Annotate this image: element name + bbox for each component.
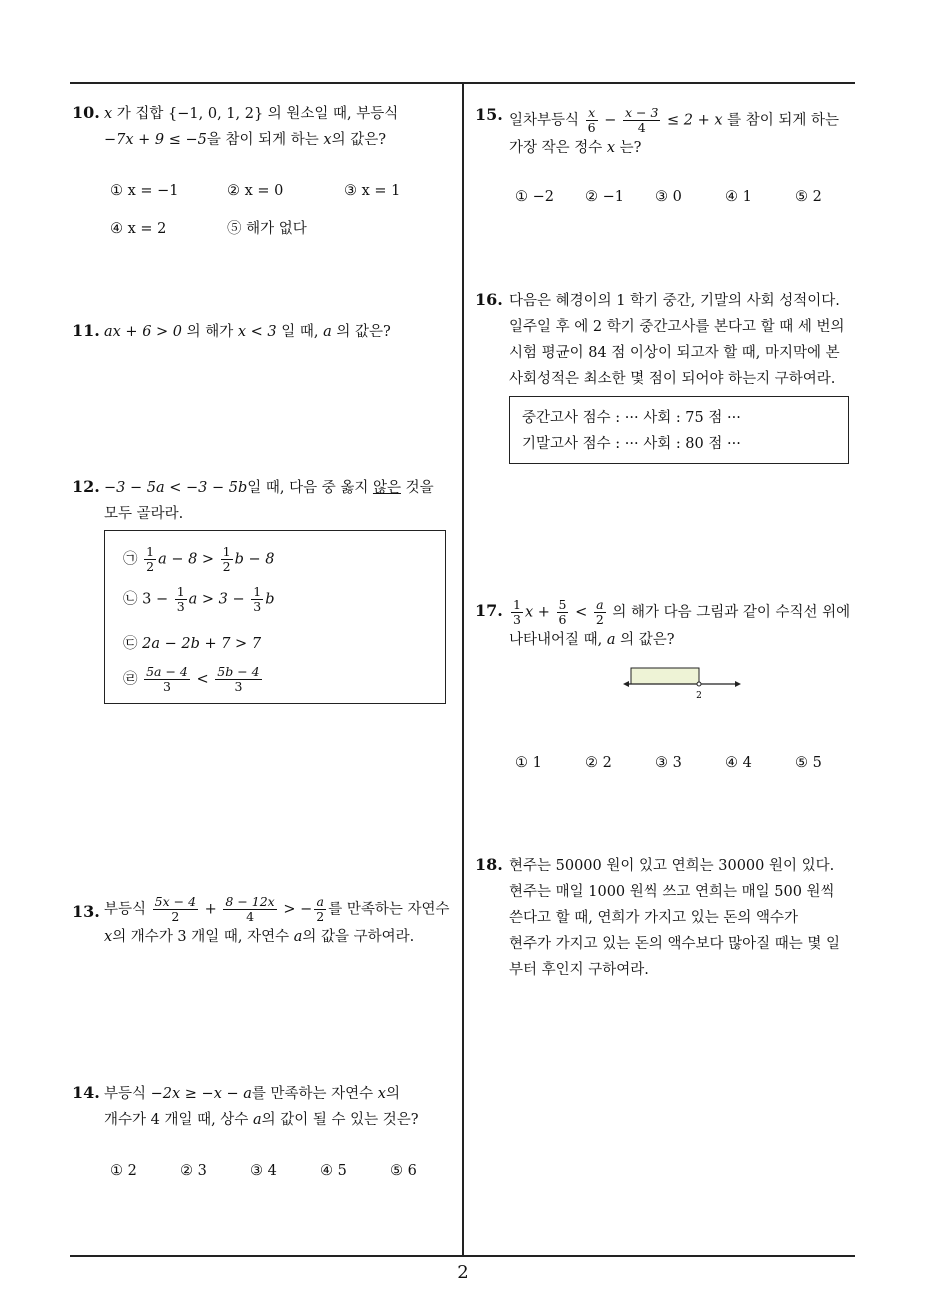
choice-2[interactable]: ② 2 <box>585 755 612 771</box>
problem-number: 16. <box>475 290 503 309</box>
choice-5[interactable]: ⑤ 5 <box>795 755 822 771</box>
statement-3[interactable]: ㉢ 2a − 2b + 7 > 7 <box>123 636 262 652</box>
problem-14: 14. 부등식 −2x ≥ −x − a를 만족하는 자연수 x의 개수가 4 개일 때, 상수 a의 값이 될 수 있는 것은? ① 2 ② 3 ③ 4 ④ 5 ⑤ 6 <box>70 1080 450 1190</box>
problem-17: 17. $\frac{1}{3}$ x + $\frac{5}{6}$ < $\frac{a}{2}$ 의 해가 다음 그림과 같이 수직선 위에 나타내어질 때, a 의 값은? 2 ① 1 ② 2 ③ 3 ④ 4 ⑤ 5 <box>475 598 860 778</box>
choice-4[interactable]: ④ 1 <box>725 189 752 205</box>
emphasis-not: 않은 <box>372 480 401 496</box>
problem-10: 10. x 가 집합 {−1, 0, 1, 2} 의 원소일 때, 부등식 −7x + 9 ≤ −5을 참이 되게 하는 x의 값은? ① x = −1 ② x = 0 ③ x = 1 ④ x = 2 ⑤ 해가 없다 <box>70 100 450 250</box>
choice-3[interactable]: ③ 4 <box>250 1163 277 1179</box>
choice-5[interactable]: ⑤ 2 <box>795 189 822 205</box>
choice-4[interactable]: ④ 4 <box>725 755 752 771</box>
statement-4[interactable]: ㉣ $\frac{5a - 4}{3}$ < $\frac{5b - 4}{3}$ <box>123 664 260 694</box>
problem-13: 13. 부등식 $\frac{5x - 4}{2}$ + $\frac{8 - 12x}{4}$ > − $\frac{a}{2}$ 를 만족하는 자연수 x의 개수가 3 개일 때, 자연수 a의 값을 구하여라. <box>72 894 450 945</box>
choices <box>110 1158 450 1184</box>
problem-number: 12. <box>72 477 100 496</box>
problem-15: 15. 일차부등식 $\frac{x}{6}$ − $\frac{x - 3}{4}$ ≤ 2 + x 를 참이 되게 하는 가장 작은 정수 x 는? ① −2 ② −1 ③ 0 ④ 1 ⑤ 2 <box>475 102 860 212</box>
number-line-figure <box>623 662 745 702</box>
choice-3[interactable]: ③ 3 <box>655 755 682 771</box>
choice-1[interactable]: ① 1 <box>515 755 542 771</box>
choice-3[interactable]: ③ x = 1 <box>344 183 401 199</box>
axis-arrow-left <box>623 681 629 687</box>
score-box <box>509 396 849 464</box>
choice-5[interactable]: ⑤ 해가 없다 <box>227 221 307 237</box>
problem-number: 17. <box>475 601 503 620</box>
problem-number: 13. <box>72 902 100 921</box>
choice-2[interactable]: ② x = 0 <box>227 183 284 199</box>
choice-2[interactable]: ② 3 <box>180 1163 207 1179</box>
column-divider <box>462 82 464 1257</box>
statement-2[interactable]: ㉡ 3 − $\frac{1}{3}$ a > 3 − $\frac{1}{3}$ b <box>123 584 275 614</box>
bottom-rule <box>70 1255 855 1257</box>
choice-3[interactable]: ③ 0 <box>655 189 682 205</box>
choice-5[interactable]: ⑤ 6 <box>390 1163 417 1179</box>
choices <box>515 184 855 210</box>
problem-18: 18. 현주는 50000 원이 있고 연희는 30000 원이 있다. 현주는 매일 1000 원씩 쓰고 연희는 매일 500 원씩 쓴다고 할 때, 연희가 가지고 있는 돈의 액수가 현주가 가지고 있는 돈의 액수보다 많아질 때는 몇 일 부터 후인지 구하여라. <box>475 852 860 987</box>
choice-1[interactable]: ① 2 <box>110 1163 137 1179</box>
choices <box>110 178 450 238</box>
choice-2[interactable]: ② −1 <box>585 189 624 205</box>
axis-arrow-right <box>735 681 741 687</box>
problem-number: 14. <box>72 1083 100 1102</box>
choice-1[interactable]: ① x = −1 <box>110 183 179 199</box>
final-score: 기말고사 점수 : ··· 사회 : 80 점 ··· <box>522 436 741 452</box>
tick-label-2: 2 <box>696 691 702 701</box>
choice-4[interactable]: ④ x = 2 <box>110 221 167 237</box>
problem-12: 12. −3 − 5a < −3 − 5b일 때, 다음 중 옳지 않은 것을 모두 골라라. ㉠ $\frac{1}{2}$ a − 8 > $\frac{1}{2}$ b − 8 ㉡ 3 − $\frac{1}{3}$ a > 3 − $\frac{1}{3}$ b ㉢ 2a − 2b + 7 > 7 ㉣ $\frac{5a - 4}{3}$ < $\frac{5b - 4}{3}$ <box>70 474 450 714</box>
page-number: 2 <box>457 1262 469 1283</box>
solution-region <box>631 668 699 684</box>
problem-number: 15. <box>475 105 503 124</box>
problem-number: 18. <box>475 855 503 874</box>
statement-1[interactable]: ㉠ $\frac{1}{2}$ a − 8 > $\frac{1}{2}$ b − 8 <box>123 544 275 574</box>
choices <box>515 750 855 776</box>
endpoint-open-circle <box>697 682 701 686</box>
midterm-score: 중간고사 점수 : ··· 사회 : 75 점 ··· <box>522 410 741 426</box>
problem-number: 11. <box>72 321 100 340</box>
problem-number: 10. <box>72 103 100 122</box>
problem-11: 11. ax + 6 > 0 의 해가 x < 3 일 때, a 의 값은? <box>70 318 450 348</box>
statement-box <box>104 530 446 704</box>
choice-1[interactable]: ① −2 <box>515 189 554 205</box>
problem-16: 16. 다음은 혜경이의 1 학기 중간, 기말의 사회 성적이다. 일주일 후 에 2 학기 중간고사를 본다고 할 때 세 번의 시험 평균이 84 점 이상이 되고자 할 때, 마지막에 본 사회성적은 최소한 몇 점이 되어야 하는지 구하여라. 중간고사 점수 : ··· 사회 : 75 점 ··· 기말고사 점수 : ··· 사회 : 80 점 ··· <box>475 287 860 467</box>
choice-4[interactable]: ④ 5 <box>320 1163 347 1179</box>
